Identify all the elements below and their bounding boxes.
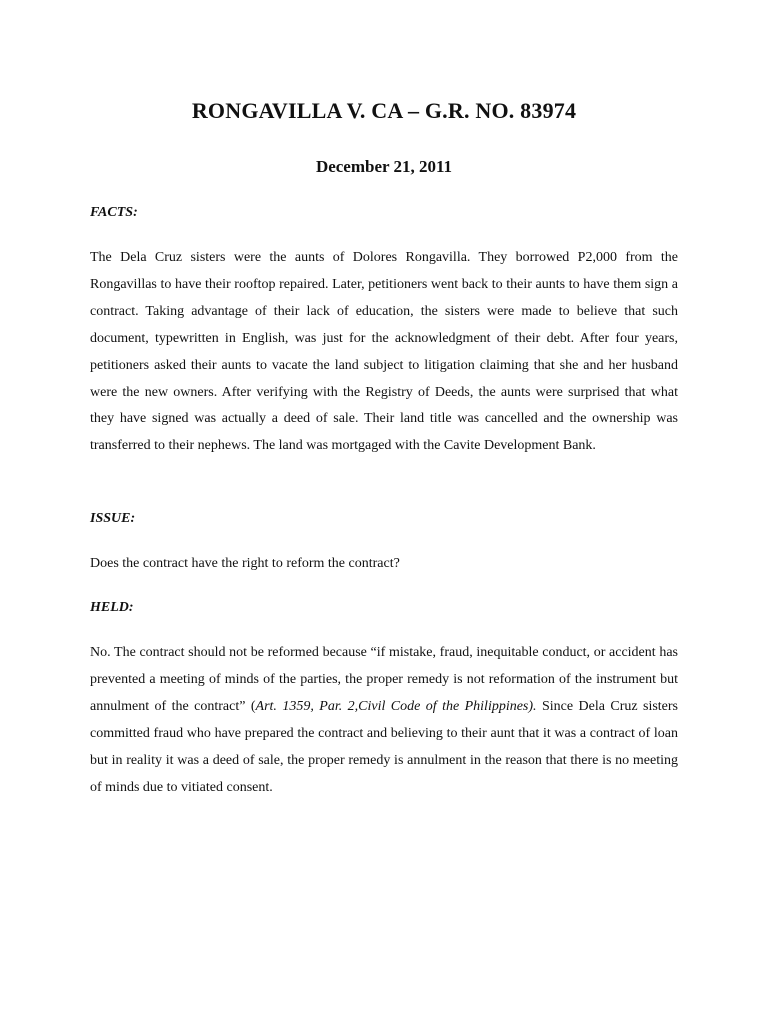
- held-citation: Art. 1359, Par. 2,Civil Code of the Philippines).: [255, 698, 537, 714]
- facts-heading: FACTS:: [90, 205, 138, 220]
- facts-paragraph: The Dela Cruz sisters were the aunts of Dolores Rongavilla. They borrowed P2,000 from the Rongavillas to have their rooftop repaired. Later, petitioners went back to their aunts to have them sign a contract. Taking advantage of their lack of education, the sisters were made to believe that such document, typewritten in English, was just for the acknowledgment of their debt. After four years, petitioners asked their aunts to vacate the land subject to litigation claiming that she and her husband were the new owners. After verifying with the Registry of Deeds, the aunts were surprised that what they have signed was actually a deed of sale. Their land title was cancelled and the ownership was transferred to their nephews. The land was mortgaged with the Cavite Development Bank.: [90, 250, 678, 454]
- held-paragraph: [90, 640, 678, 801]
- issue-heading: ISSUE:: [90, 511, 136, 526]
- case-date: December 21, 2011: [315, 157, 453, 176]
- issue-paragraph: Does the contract have the right to reform the contract?: [90, 556, 400, 571]
- held-text-start: No. The contract should not be reformed because “if mistake, fraud, inequitable conduct, or accident has prevented a meeting of minds of the parties, the proper remedy is not reformation of the instrument but annulment of the contract” (: [90, 645, 678, 714]
- case-title: RONGAVILLA V. CA – G.R. NO. 83974: [191, 98, 577, 123]
- held-text-end: Since Dela Cruz sisters committed fraud who have prepared the contract and believing to their aunt that it was a contract of loan but in reality it was a deed of sale, the proper remedy is annulment in the reason that there is no meeting of minds due to vitiated consent.: [90, 698, 678, 795]
- held-heading: HELD:: [90, 600, 134, 615]
